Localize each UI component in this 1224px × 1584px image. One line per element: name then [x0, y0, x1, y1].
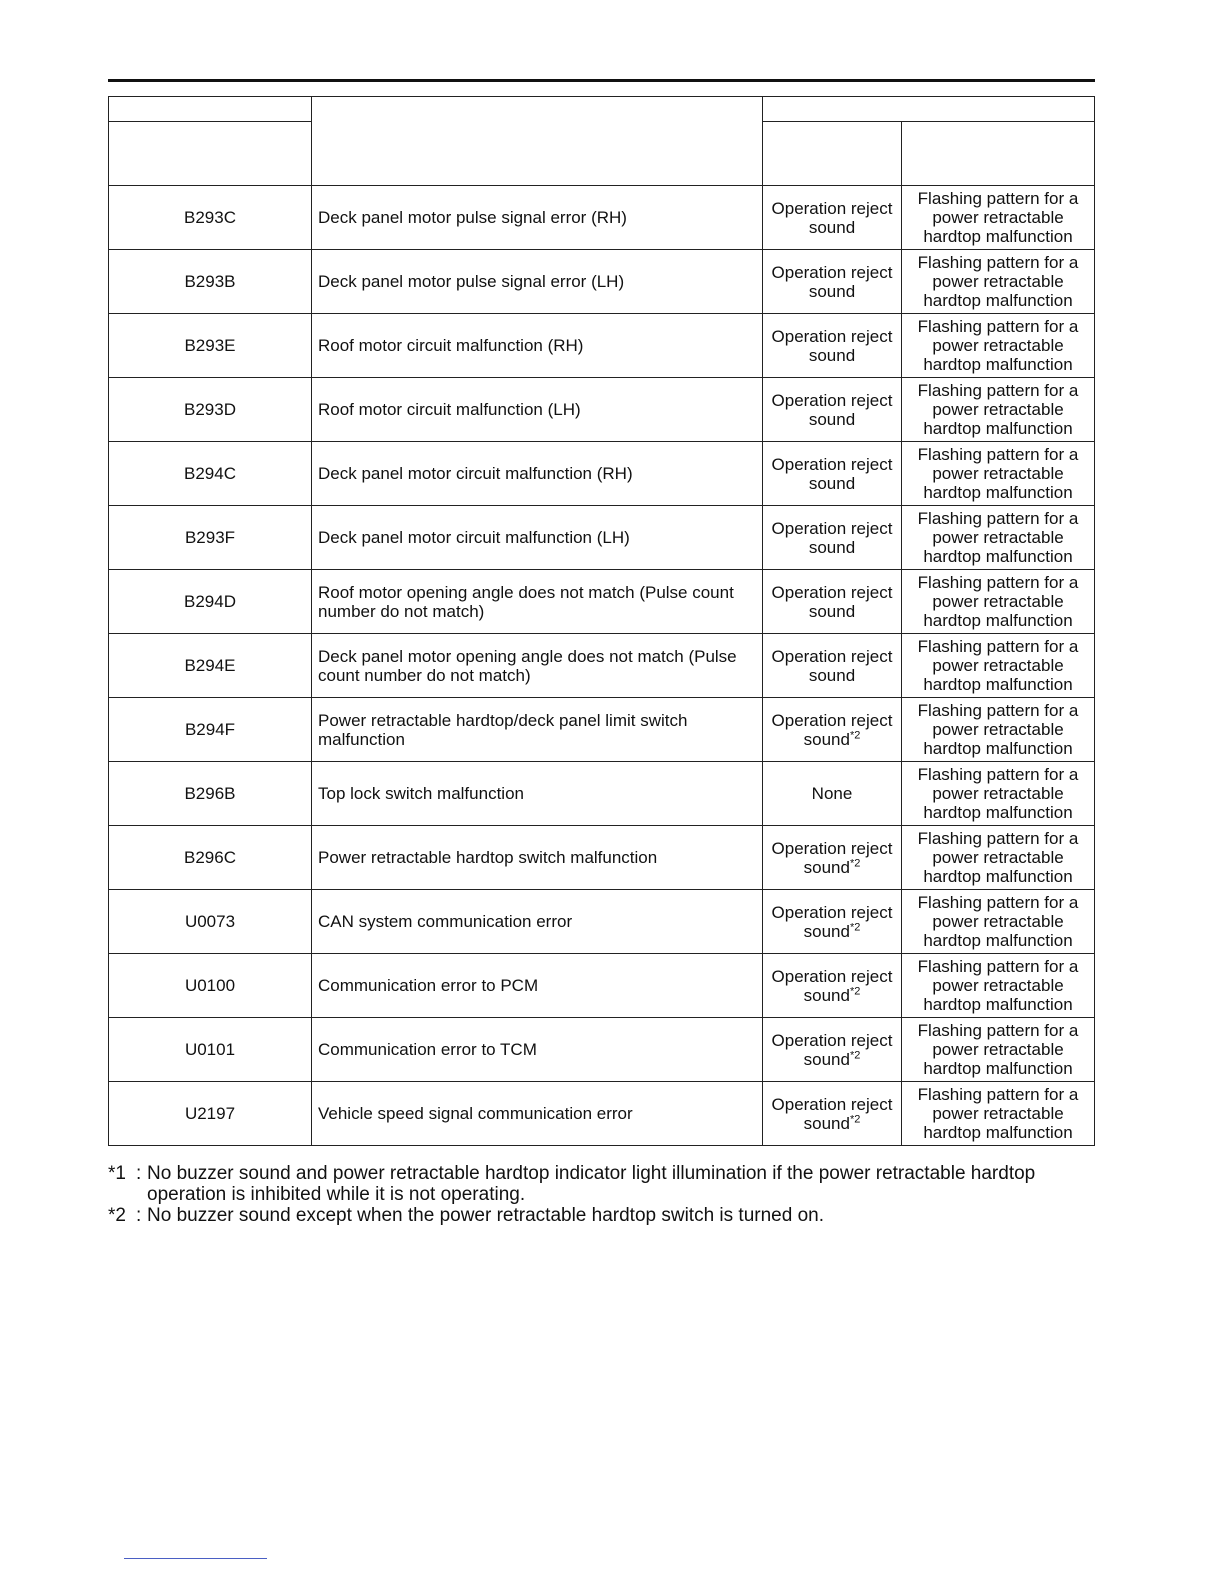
footnote-mark: *2: [108, 1205, 126, 1226]
buzzer-cell: [763, 826, 902, 890]
dtc-description: Deck panel motor opening angle does not match (Pulse count number do not match): [312, 634, 763, 698]
dtc-code: B294E: [109, 634, 312, 698]
dtc-code: B294F: [109, 698, 312, 762]
footnotes: [108, 1163, 1098, 1226]
buzzer-cell: [763, 186, 902, 250]
dtc-code: B294D: [109, 570, 312, 634]
buzzer-cell: [763, 634, 902, 698]
dtc-code: B293B: [109, 250, 312, 314]
buzzer-text: Operation reject sound: [771, 326, 893, 365]
dtc-code: U0100: [109, 954, 312, 1018]
buzzer-text: Operation reject sound: [771, 1094, 893, 1133]
dtc-code: U0101: [109, 1018, 312, 1082]
buzzer-text: None: [811, 784, 853, 803]
indicator-light-pattern: Flashing pattern for a power retractable hardtop malfunction: [902, 1082, 1095, 1146]
table-row: [109, 1082, 1095, 1146]
dtc-description: Communication error to PCM: [312, 954, 763, 1018]
footnote-ref: *2: [849, 920, 861, 933]
table-row: [109, 954, 1095, 1018]
buzzer-cell: [763, 1018, 902, 1082]
page-link-underline[interactable]: [124, 1558, 267, 1559]
buzzer-text: Operation reject sound: [771, 390, 893, 429]
buzzer-cell: [763, 506, 902, 570]
dtc-code: B293E: [109, 314, 312, 378]
table-row: [109, 698, 1095, 762]
header-rule: [108, 79, 1095, 82]
table-row: [109, 378, 1095, 442]
table-row: [109, 890, 1095, 954]
indicator-light-pattern: Flashing pattern for a power retractable hardtop malfunction: [902, 378, 1095, 442]
table-row: [109, 634, 1095, 698]
footnote-text: No buzzer sound except when the power retractable hardtop switch is turned on.: [147, 1205, 824, 1226]
footnote-ref: *2: [849, 1048, 861, 1061]
buzzer-cell: [763, 698, 902, 762]
dtc-description: Vehicle speed signal communication error: [312, 1082, 763, 1146]
footnote-ref: *2: [849, 984, 861, 997]
table-row: [109, 826, 1095, 890]
buzzer-text: Operation reject sound: [771, 198, 893, 237]
dtc-code: B293C: [109, 186, 312, 250]
header-cell-warning: [763, 97, 1095, 122]
buzzer-text: Operation reject sound: [771, 902, 893, 941]
indicator-light-pattern: Flashing pattern for a power retractable hardtop malfunction: [902, 506, 1095, 570]
indicator-light-pattern: Flashing pattern for a power retractable hardtop malfunction: [902, 442, 1095, 506]
dtc-description: Roof motor circuit malfunction (RH): [312, 314, 763, 378]
dtc-code: U0073: [109, 890, 312, 954]
indicator-light-pattern: Flashing pattern for a power retractable hardtop malfunction: [902, 698, 1095, 762]
buzzer-text: Operation reject sound: [771, 966, 893, 1005]
footnote-ref: *2: [849, 856, 861, 869]
footnote-text: No buzzer sound and power retractable hardtop indicator light illumination if the power retractable hardtop operation is inhibited while it is not operating.: [147, 1163, 1036, 1205]
buzzer-text: Operation reject sound: [771, 582, 893, 621]
indicator-light-pattern: Flashing pattern for a power retractable hardtop malfunction: [902, 250, 1095, 314]
footnote-1: *1 : No buzzer sound and power retractable hardtop indicator light illumination if the power retractable hardtop operation is inhibited while it is not operating.: [108, 1163, 1098, 1205]
dtc-code: B293F: [109, 506, 312, 570]
dtc-description: CAN system communication error: [312, 890, 763, 954]
buzzer-text: Operation reject sound: [771, 518, 893, 557]
dtc-description: Top lock switch malfunction: [312, 762, 763, 826]
buzzer-cell: [763, 762, 902, 826]
table-row: [109, 314, 1095, 378]
dtc-code: B296C: [109, 826, 312, 890]
table-row: [109, 570, 1095, 634]
table-row: [109, 250, 1095, 314]
indicator-light-pattern: Flashing pattern for a power retractable hardtop malfunction: [902, 1018, 1095, 1082]
indicator-light-pattern: Flashing pattern for a power retractable hardtop malfunction: [902, 634, 1095, 698]
indicator-light-pattern: Flashing pattern for a power retractable hardtop malfunction: [902, 314, 1095, 378]
dtc-description: Deck panel motor pulse signal error (LH): [312, 250, 763, 314]
buzzer-cell: [763, 442, 902, 506]
buzzer-cell: [763, 378, 902, 442]
table-row: [109, 186, 1095, 250]
table-row: [109, 1018, 1095, 1082]
header-cell-indicator-light: [902, 122, 1095, 186]
header-cell-description: [312, 97, 763, 186]
footnote-2: *2 : No buzzer sound except when the power retractable hardtop switch is turned on.: [108, 1205, 1098, 1226]
header-cell-buzzer: [763, 122, 902, 186]
dtc-table: [108, 96, 1095, 1146]
buzzer-cell: [763, 314, 902, 378]
dtc-description: Communication error to TCM: [312, 1018, 763, 1082]
footnote-mark: *1: [108, 1163, 126, 1184]
dtc-description: Power retractable hardtop/deck panel limit switch malfunction: [312, 698, 763, 762]
dtc-code: B294C: [109, 442, 312, 506]
buzzer-text: Operation reject sound: [771, 646, 893, 685]
indicator-light-pattern: Flashing pattern for a power retractable hardtop malfunction: [902, 890, 1095, 954]
dtc-code: B293D: [109, 378, 312, 442]
table-row: [109, 506, 1095, 570]
dtc-code: B296B: [109, 762, 312, 826]
table-row: [109, 762, 1095, 826]
buzzer-cell: [763, 1082, 902, 1146]
dtc-description: Power retractable hardtop switch malfunction: [312, 826, 763, 890]
indicator-light-pattern: Flashing pattern for a power retractable hardtop malfunction: [902, 826, 1095, 890]
dtc-description: Deck panel motor circuit malfunction (LH): [312, 506, 763, 570]
table-header-row: [109, 97, 1095, 122]
buzzer-cell: [763, 954, 902, 1018]
buzzer-text: Operation reject sound: [771, 262, 893, 301]
header-cell-code-top: [109, 97, 312, 122]
indicator-light-pattern: Flashing pattern for a power retractable hardtop malfunction: [902, 762, 1095, 826]
buzzer-text: Operation reject sound: [771, 1030, 893, 1069]
footnote-ref: *2: [849, 728, 861, 741]
dtc-description: Roof motor circuit malfunction (LH): [312, 378, 763, 442]
dtc-description: Deck panel motor pulse signal error (RH): [312, 186, 763, 250]
indicator-light-pattern: Flashing pattern for a power retractable hardtop malfunction: [902, 186, 1095, 250]
footnote-ref: *2: [849, 1112, 861, 1125]
dtc-description: Deck panel motor circuit malfunction (RH): [312, 442, 763, 506]
buzzer-text: Operation reject sound: [771, 838, 893, 877]
buzzer-text: Operation reject sound: [771, 710, 893, 749]
buzzer-cell: [763, 570, 902, 634]
dtc-description: Roof motor opening angle does not match (Pulse count number do not match): [312, 570, 763, 634]
buzzer-cell: [763, 890, 902, 954]
dtc-code: U2197: [109, 1082, 312, 1146]
table-row: [109, 442, 1095, 506]
header-cell-code: [109, 122, 312, 186]
buzzer-cell: [763, 250, 902, 314]
indicator-light-pattern: Flashing pattern for a power retractable hardtop malfunction: [902, 954, 1095, 1018]
buzzer-text: Operation reject sound: [771, 454, 893, 493]
indicator-light-pattern: Flashing pattern for a power retractable hardtop malfunction: [902, 570, 1095, 634]
